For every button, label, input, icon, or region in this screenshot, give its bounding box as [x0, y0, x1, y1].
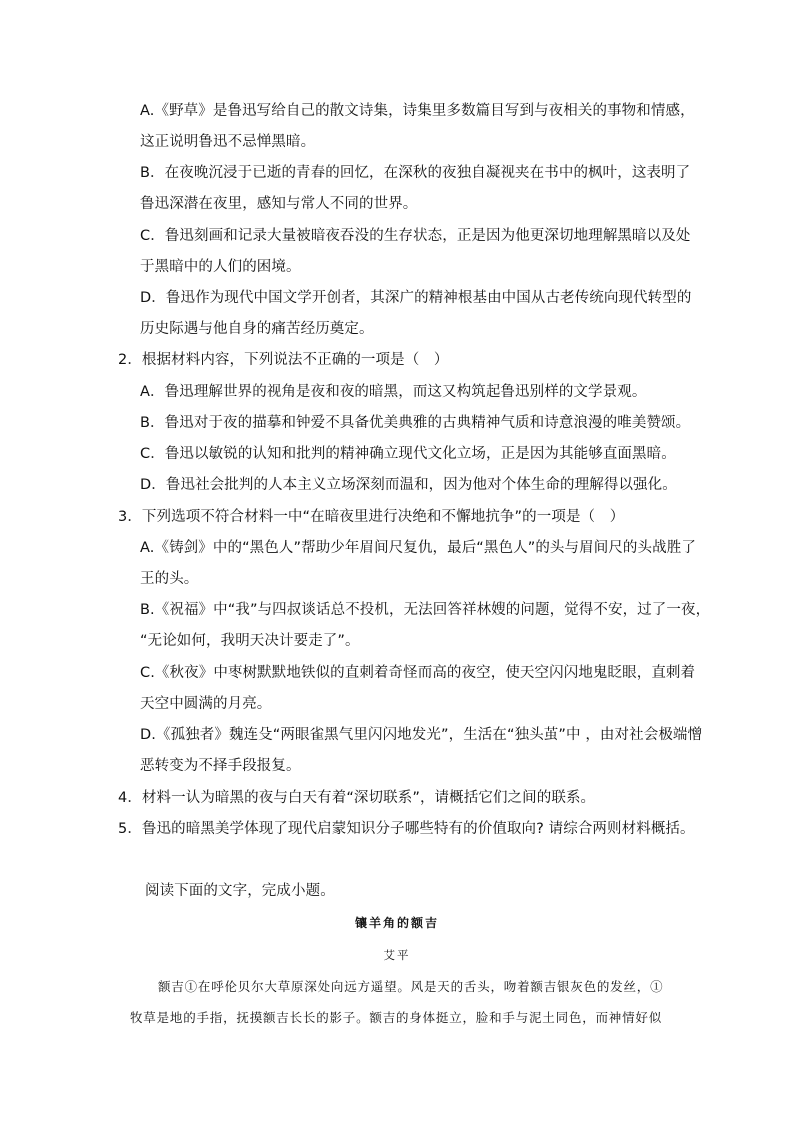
- q1-option-b-line2: 鲁迅深潜在夜里，感知与常人不同的世界。: [140, 196, 418, 212]
- reading-instruction: 阅读下面的文字，完成小题。: [145, 883, 335, 899]
- q1-option-b-line1: B．在夜晚沉浸于已逝的青春的回忆，在深秋的夜独自凝视夹在书中的枫叶，这表明了: [140, 165, 691, 181]
- story-paragraph-line1: 额吉①在呼伦贝尔大草原深处向远方遥望。风是天的舌头，吻着额吉银灰色的发丝，①: [158, 979, 664, 994]
- q1-option-d-line2: 历史际遇与他自身的痛苦经历奠定。: [140, 321, 374, 337]
- q3-stem: 3．下列选项不符合材料一中“在暗夜里进行决绝和不懈地抗争”的一项是（ ）: [118, 509, 625, 525]
- q2-option-d: D．鲁迅社会批判的人本主义立场深刻而温和，因为他对个体生命的理解得以强化。: [140, 477, 677, 493]
- q3-option-d-line1: D.《孤独者》魏连殳“两眼雀黑气里闪闪地发光”，生活在“独头茧”中 ，由对社会极端憎: [140, 727, 703, 743]
- q1-option-c-line2: 于黑暗中的人们的困境。: [140, 259, 301, 275]
- q3-option-b-line2: “无论如何，我明天决计要走了”。: [140, 633, 360, 649]
- q1-option-a-line2: 这正说明鲁迅不忌惮黑暗。: [140, 134, 316, 150]
- q3-option-c-line1: C.《秋夜》中枣树默默地铁似的直刺着奇怪而高的夜空，使天空闪闪地鬼眨眼，直刺着: [140, 665, 696, 681]
- q2-option-b: B．鲁迅对于夜的描摹和钟爱不具备优美典雅的古典精神气质和诗意浪漫的唯美赞颂。: [140, 415, 691, 431]
- q1-option-c-line1: C．鲁迅刻画和记录大量被暗夜吞没的生存状态，正是因为他更深切地理解黑暗以及处: [140, 228, 691, 244]
- q2-option-c: C．鲁迅以敏锐的认知和批判的精神确立现代文化立场，正是因为其能够直面黑暗。: [140, 446, 676, 462]
- q3-option-a-line1: A.《铸剑》中的“黑色人”帮助少年眉间尺复仇，最后“黑色人”的头与眉间尺的头战胜了: [140, 540, 696, 556]
- question-4: 4．材料一认为暗黑的夜与白天有着“深切联系”，请概括它们之间的联系。: [118, 790, 596, 806]
- q1-option-d-line1: D．鲁迅作为现代中国文学开创者，其深广的精神根基由中国从古老传统向现代转型的: [140, 290, 692, 306]
- q3-option-d-line2: 恶转变为不择手段报复。: [140, 758, 301, 774]
- q2-option-a: A．鲁迅理解世界的视角是夜和夜的暗黑，而这又构筑起鲁迅别样的文学景观。: [140, 384, 647, 400]
- q3-option-a-line2: 王的头。: [140, 571, 199, 587]
- story-title: 镶羊角的额吉: [354, 916, 439, 930]
- q1-option-a-line1: A.《野草》是鲁迅写给自己的散文诗集，诗集里多数篇目写到与夜相关的事物和情感，: [140, 103, 695, 119]
- q2-stem: 2．根据材料内容，下列说法不正确的一项是（ ）: [118, 352, 449, 368]
- story-paragraph-line2: 牧草是地的手指，抚摸额吉长长的影子。额吉的身体挺立，脸和手与泥土同色，而神情好似: [130, 1010, 663, 1025]
- q3-option-b-line1: B.《祝福》中“我”与四叔谈话总不投机，无法回答祥林嫂的问题，觉得不安，过了一夜，: [140, 602, 711, 618]
- q3-option-c-line2: 天空中圆满的月亮。: [140, 696, 272, 712]
- story-author: 艾平: [383, 948, 411, 962]
- question-5: 5．鲁迅的暗黑美学体现了现代启蒙知识分子哪些特有的价值取向? 请综合两则材料概括。: [118, 821, 695, 837]
